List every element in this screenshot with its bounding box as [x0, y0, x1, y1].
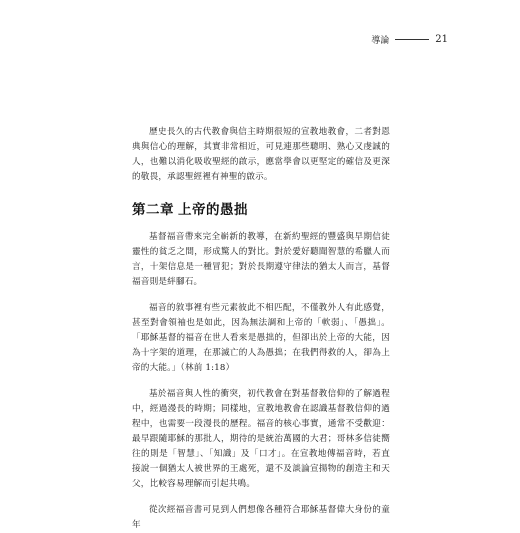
intro-paragraph: 歷史長久的古代教會與信主時期很短的宣教地教會，二者對恩典與信心的理解，其實非常相近，可見連那些聰明、熟心又虔誠的人，也難以消化吸收聖經的啟示，應當學會以更堅定的確信及更深的敬畏，承認聖經裡有神聖的啟示。 — [132, 127, 390, 182]
body-paragraph: 基督福音帶來完全嶄新的教導，在新約聖經的豐盛與早期信徒靈性的貧乏之間，形成驚人的對比。對於愛好聽聞智慧的希臘人而言，十架信息是一種冒犯；對於長期遵守律法的猶太人而言，基督福音則是絆腳石。 — [132, 232, 390, 287]
page-number: 21 — [435, 34, 448, 45]
page-body — [132, 125, 390, 533]
chapter-number: 第二章 — [132, 202, 174, 218]
section-title: 導論 — [371, 36, 390, 46]
running-header — [371, 33, 448, 46]
body-paragraph: 福音的敘事裡有些元素彼此不相匹配，不僅教外人有此感覺，甚至對會領袖也是如此，因為無法調和上帝的「軟弱」、「愚拙」。「耶穌基督的福音在世人看來是愚拙的，但卻出於上帝的大能，因為十字架的道理，在那滅亡的人為愚拙；在我們得救的人，卻為上帝的大能。」（林前 1:18） — [132, 303, 390, 373]
body-paragraph: 從次經福音書可見到人們想像各種符合耶穌基督偉大身份的童年 — [132, 505, 390, 530]
chapter-title: 上帝的愚拙 — [178, 202, 248, 218]
chapter-heading — [132, 198, 390, 218]
body-paragraph: 基於福音與人性的衝突，初代教會在對基督教信仰的了解過程中，經過漫長的時期；同樣地，宣教地教會在認識基督教信仰的過程中，也需要一段漫長的歷程。福音的核心事實，通常不受歡迎：最早跟隨耶穌的那批人，期待的是統治萬國的大君；哥林多信徒嚮往的則是「智慧」、「知識」及「口才」。在宣教地傳福音時，若直接說一個猶太人被世界的王處死，還不及談論宣揚物的創造主和天父，比較容易理解而引起共鳴。 — [132, 389, 390, 489]
header-rule — [395, 39, 429, 40]
